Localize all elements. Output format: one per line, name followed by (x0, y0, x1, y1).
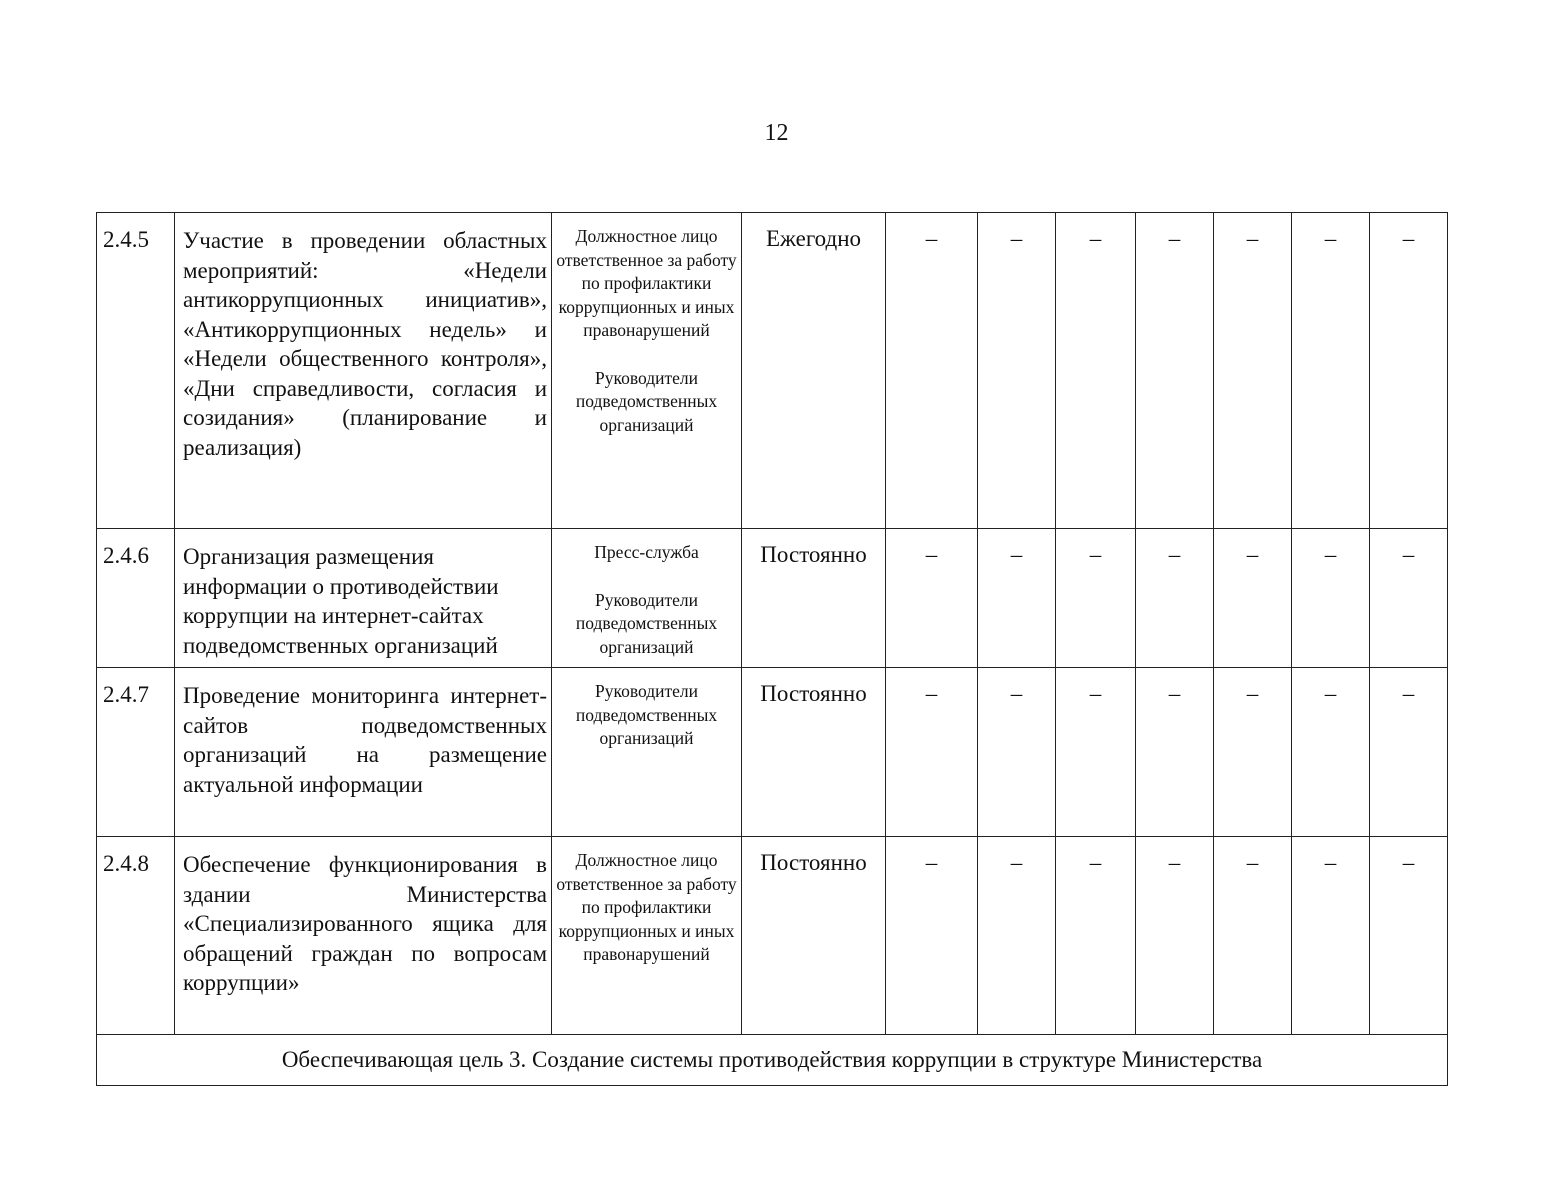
responsible-cell (552, 837, 742, 1035)
table-row (97, 213, 1448, 529)
page-number: 12 (764, 120, 789, 146)
value-cell: – (1214, 213, 1292, 529)
value-cell: – (886, 837, 978, 1035)
row-number: 2.4.5 (97, 213, 175, 529)
value-cell: – (1056, 668, 1136, 837)
value-cell: – (978, 668, 1056, 837)
row-number: 2.4.8 (97, 837, 175, 1035)
value-cell: – (1214, 668, 1292, 837)
value-cell: – (978, 213, 1056, 529)
responsible-person: Должностное лицо ответственное за работу по профилактики коррупционных и иных правонарушений (556, 226, 737, 340)
value-cell: – (978, 529, 1056, 668)
activity-title: Обеспечение функционирования в здании Министерства «Специализированного ящика для обращений граждан по вопросам коррупции» (175, 837, 552, 1035)
activity-title: Организация размещения информации о противодействии коррупции на интернет-сайтах подведомственных организаций (175, 529, 552, 668)
responsible-person: Пресс-служба (594, 542, 699, 562)
value-cell: – (1370, 213, 1448, 529)
term-cell: Постоянно (742, 668, 886, 837)
value-cell: – (1292, 213, 1370, 529)
value-cell: – (1214, 529, 1292, 668)
responsible-person: Руководители подведомственных организаций (575, 367, 718, 435)
row-number: 2.4.6 (97, 529, 175, 668)
activity-title: Участие в проведении областных мероприятий: «Недели антикоррупционных инициатив», «Антикоррупционных недель» и «Недели общественного контроля», «Дни справедливости, согласия и созидания» (планирование и реализация) (175, 213, 552, 529)
value-cell: – (1292, 668, 1370, 837)
value-cell: – (886, 213, 978, 529)
activity-title: Проведение мониторинга интернет-сайтов подведомственных организаций на размещение актуальной информации (175, 668, 552, 837)
value-cell: – (1136, 529, 1214, 668)
term-cell: Постоянно (742, 529, 886, 668)
term-cell: Постоянно (742, 837, 886, 1035)
value-cell: – (886, 529, 978, 668)
value-cell: – (1370, 529, 1448, 668)
value-cell: – (1056, 837, 1136, 1035)
value-cell: – (1214, 837, 1292, 1035)
goal-heading: Обеспечивающая цель 3. Создание системы противодействия коррупции в структуре Министерства (97, 1035, 1448, 1086)
value-cell: – (1370, 837, 1448, 1035)
table-row (97, 837, 1448, 1035)
term-cell: Ежегодно (742, 213, 886, 529)
value-cell: – (1136, 837, 1214, 1035)
value-cell: – (1136, 668, 1214, 837)
table-row (97, 529, 1448, 668)
value-cell: – (1056, 213, 1136, 529)
value-cell: – (1292, 529, 1370, 668)
responsible-person: Руководители подведомственных организаций (575, 589, 718, 657)
value-cell: – (978, 837, 1056, 1035)
row-number: 2.4.7 (97, 668, 175, 837)
value-cell: – (1136, 213, 1214, 529)
responsible-person: Должностное лицо ответственное за работу по профилактики коррупционных и иных правонарушений (556, 850, 737, 964)
goal-row (97, 1035, 1448, 1086)
responsible-person: Руководители подведомственных организаций (575, 681, 718, 748)
value-cell: – (1056, 529, 1136, 668)
activity-table (96, 212, 1448, 1086)
table-row (97, 668, 1448, 837)
value-cell: – (1292, 837, 1370, 1035)
responsible-cell (552, 529, 742, 668)
value-cell: – (886, 668, 978, 837)
value-cell: – (1370, 668, 1448, 837)
responsible-cell (552, 668, 742, 837)
responsible-cell (552, 213, 742, 529)
